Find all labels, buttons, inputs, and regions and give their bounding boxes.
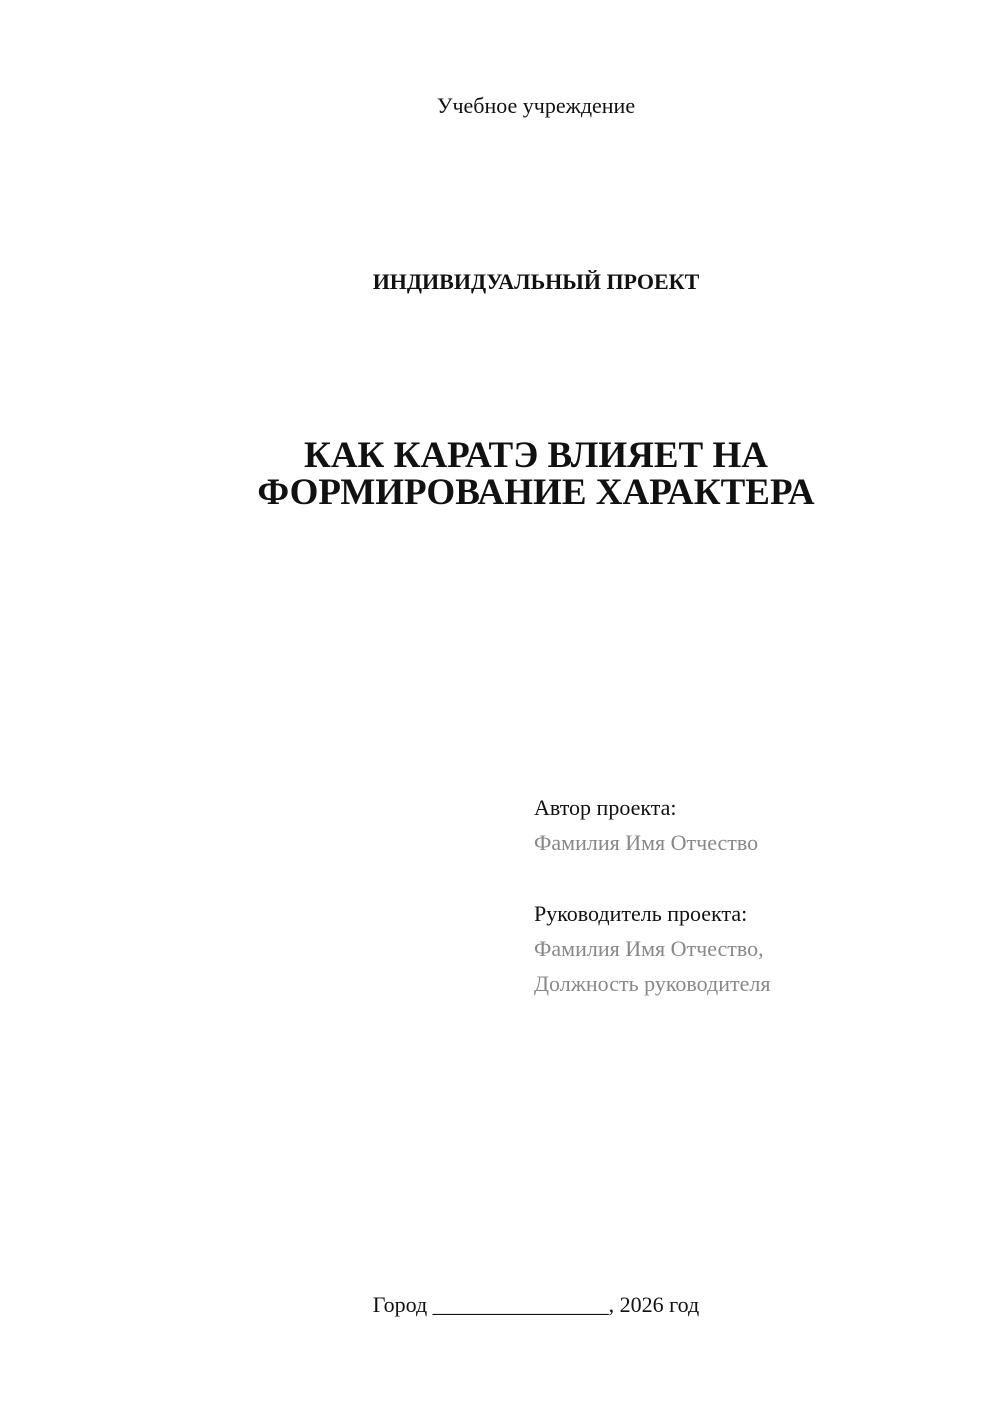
project-credits: [534, 790, 974, 1001]
supervisor-position-placeholder: Должность руководителя: [534, 971, 771, 996]
author-name-placeholder: Фамилия Имя Отчество: [534, 830, 759, 855]
credits-spacer: [534, 860, 974, 896]
institution-name: Учебное учреждение: [436, 93, 636, 118]
supervisor-label: Руководитель проекта:: [534, 901, 748, 926]
project-title: [0, 437, 1000, 511]
supervisor-name-placeholder: Фамилия Имя Отчество,: [534, 936, 764, 961]
project-type-heading: ИНДИВИДУАЛЬНЫЙ ПРОЕКТ: [372, 269, 700, 294]
author-label: Автор проекта:: [534, 795, 677, 820]
project-title-line-2: ФОРМИРОВАНИЕ ХАРАКТЕРА: [257, 472, 815, 513]
project-title-line-1: КАК КАРАТЭ ВЛИЯЕТ НА: [304, 435, 768, 476]
city-year-line: Город ________________, 2026 год: [372, 1292, 700, 1317]
